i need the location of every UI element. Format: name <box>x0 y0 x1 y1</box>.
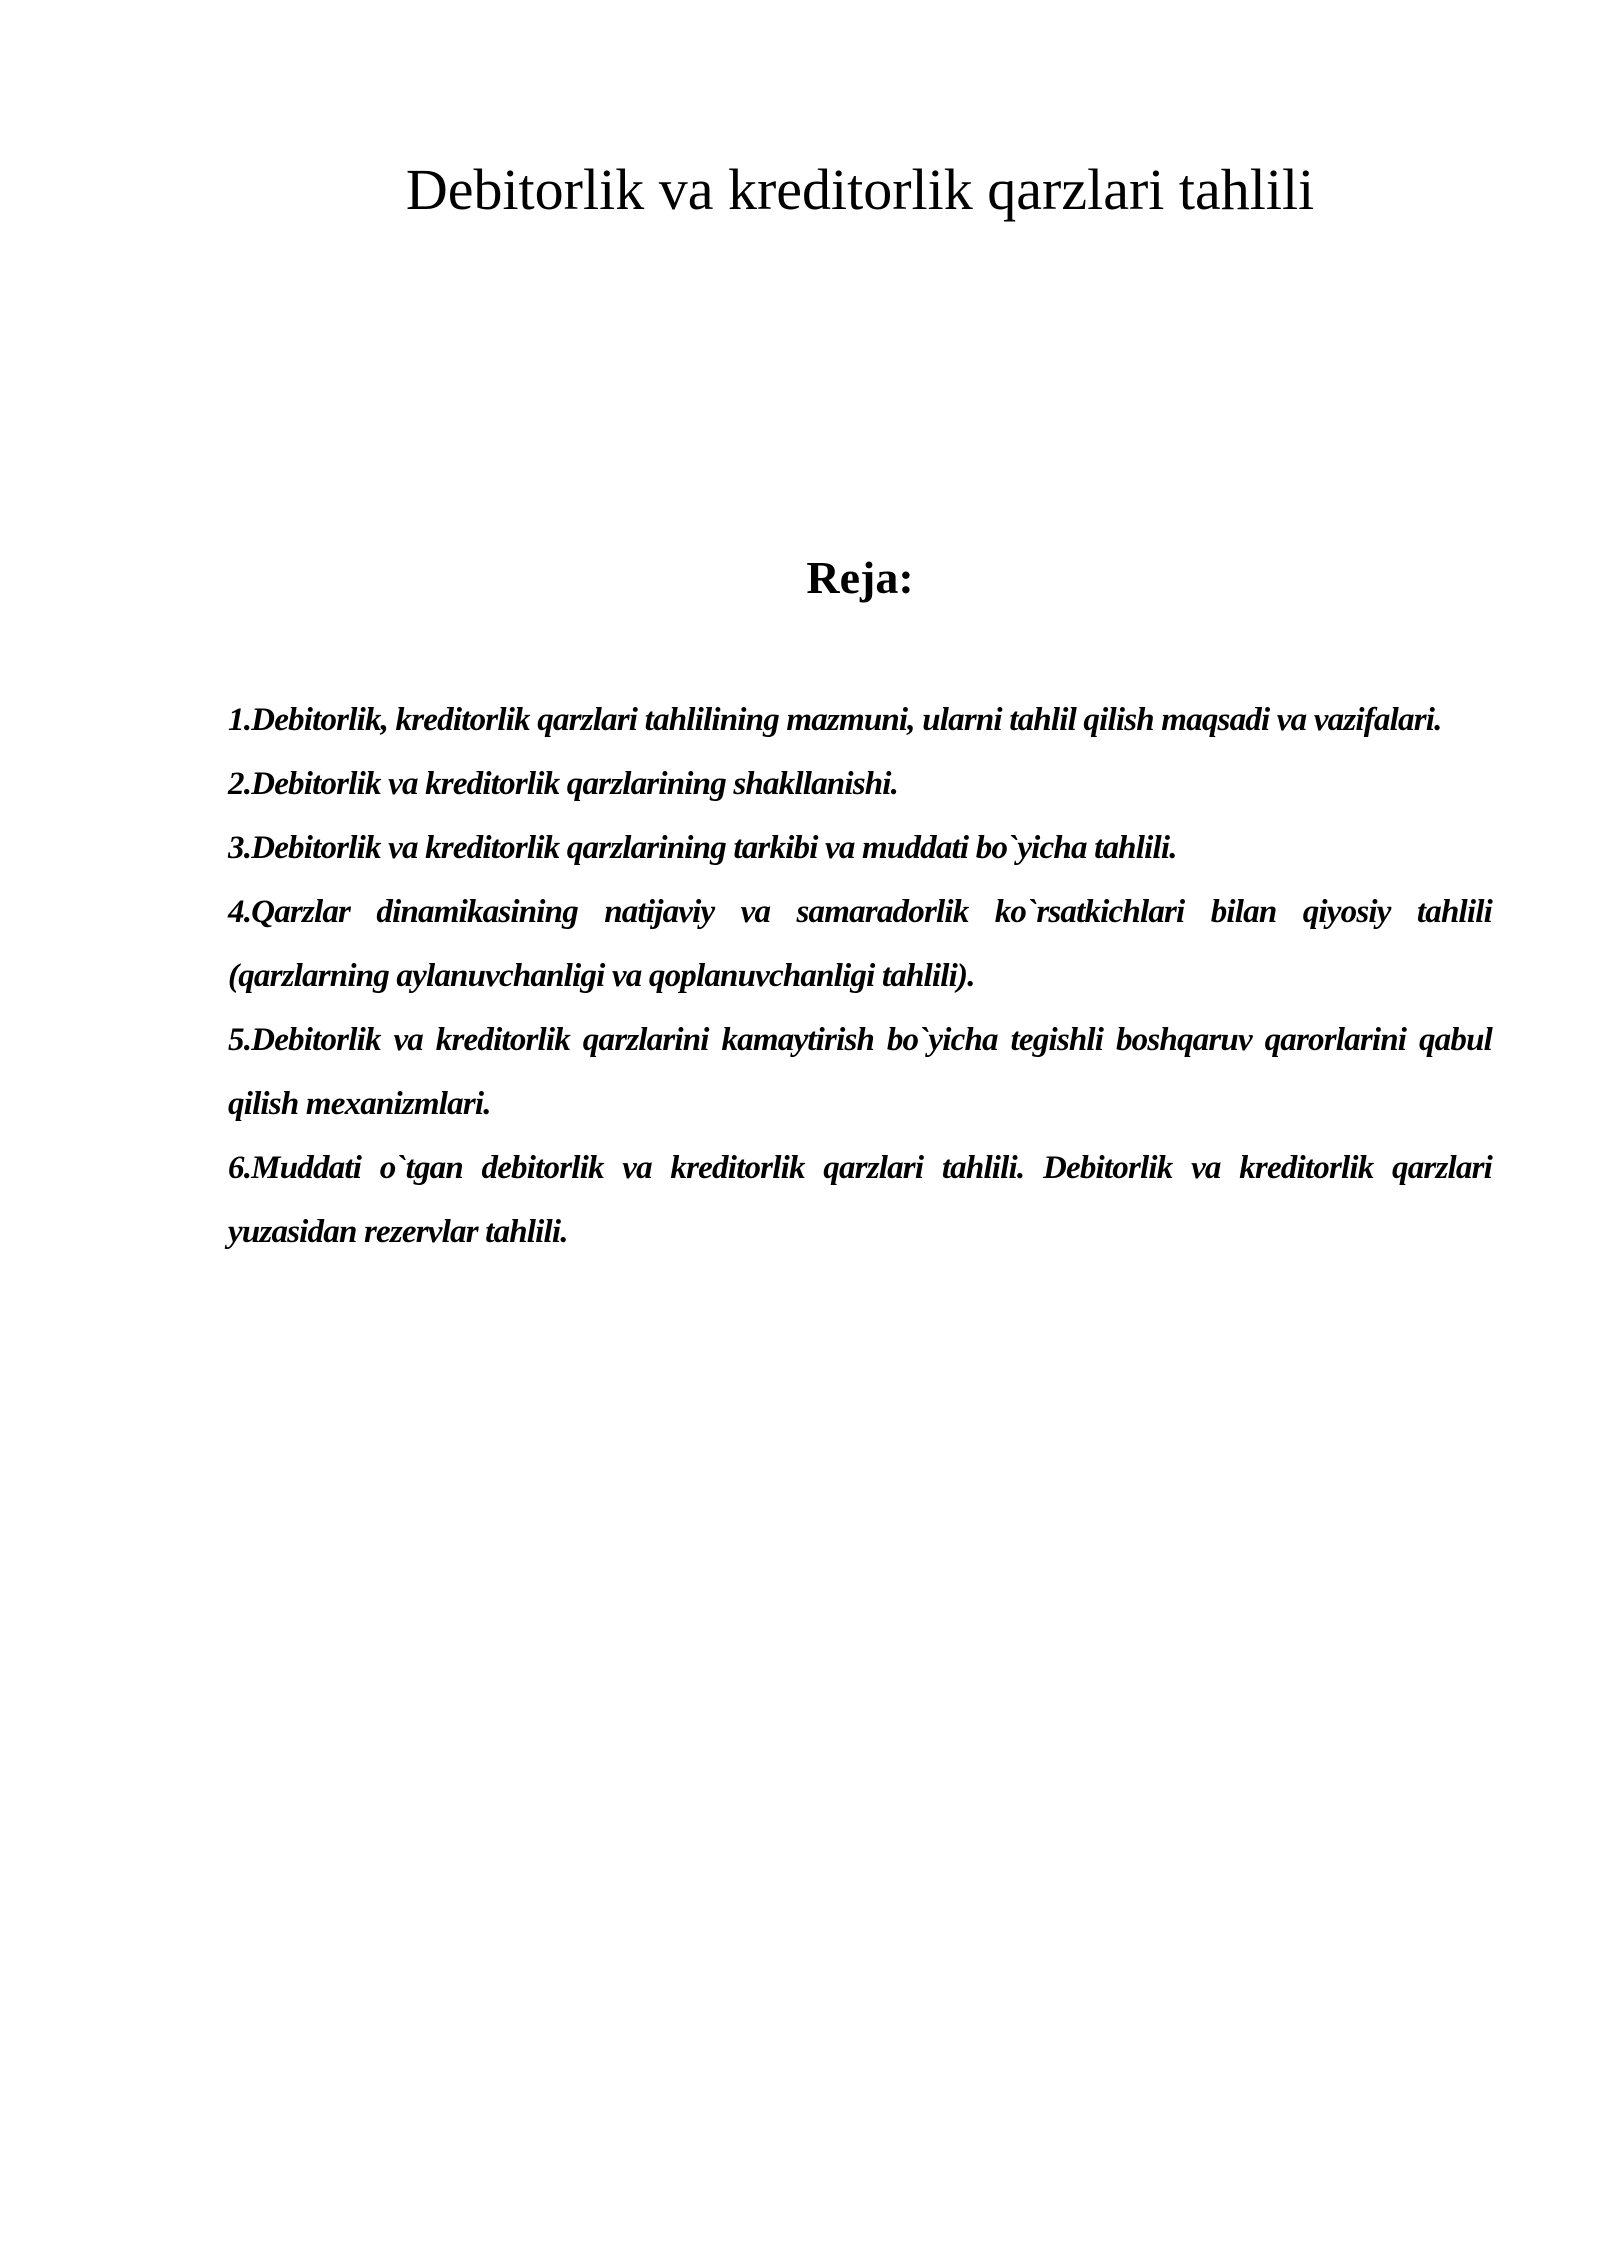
plan-item-text: Muddati o`tgan debitorlik va kreditorlik qarzlari tahlili. Debitorlik va kreditorlik qarzlari yuzasidan rezervlar tahlili. <box>228 1150 1492 1250</box>
plan-item-4 <box>228 880 1492 1008</box>
page-title: Debitorlik va kreditorlik qarzlari tahlili <box>405 157 1315 222</box>
plan-item-2 <box>228 752 1492 816</box>
plan-item-number: 3. <box>228 830 252 866</box>
plan-item-3 <box>228 816 1492 880</box>
plan-item-text: Debitorlik va kreditorlik qarzlarining tarkibi va muddati bo`yicha tahlili. <box>251 830 1177 866</box>
plan-item-number: 2. <box>228 766 252 802</box>
plan-item-text: Debitorlik, kreditorlik qarzlari tahlilining mazmuni, ularni tahlil qilish maqsadi va vazifalari. <box>251 702 1442 738</box>
plan-item-text: Debitorlik va kreditorlik qarzlarini kamaytirish bo`yicha tegishli boshqaruv qarorlarini qabul qilish mexanizmlari. <box>228 1022 1492 1122</box>
plan-item-text: Debitorlik va kreditorlik qarzlarining shakllanishi. <box>251 766 899 802</box>
plan-item-number: 1. <box>228 702 252 738</box>
plan-item-text: Qarzlar dinamikasining natijaviy va samaradorlik ko`rsatkichlari bilan qiyosiy tahlili (qarzlarning aylanuvchanligi va qoplanuvchanligi tahlili). <box>228 894 1492 994</box>
plan-list <box>228 688 1492 1264</box>
plan-item-number: 6. <box>228 1150 252 1186</box>
plan-item-1 <box>228 688 1492 752</box>
plan-item-number: 4. <box>228 894 252 930</box>
plan-item-number: 5. <box>228 1022 252 1058</box>
plan-item-6 <box>228 1136 1492 1264</box>
plan-heading: Reja: <box>806 552 914 603</box>
plan-item-5 <box>228 1008 1492 1136</box>
